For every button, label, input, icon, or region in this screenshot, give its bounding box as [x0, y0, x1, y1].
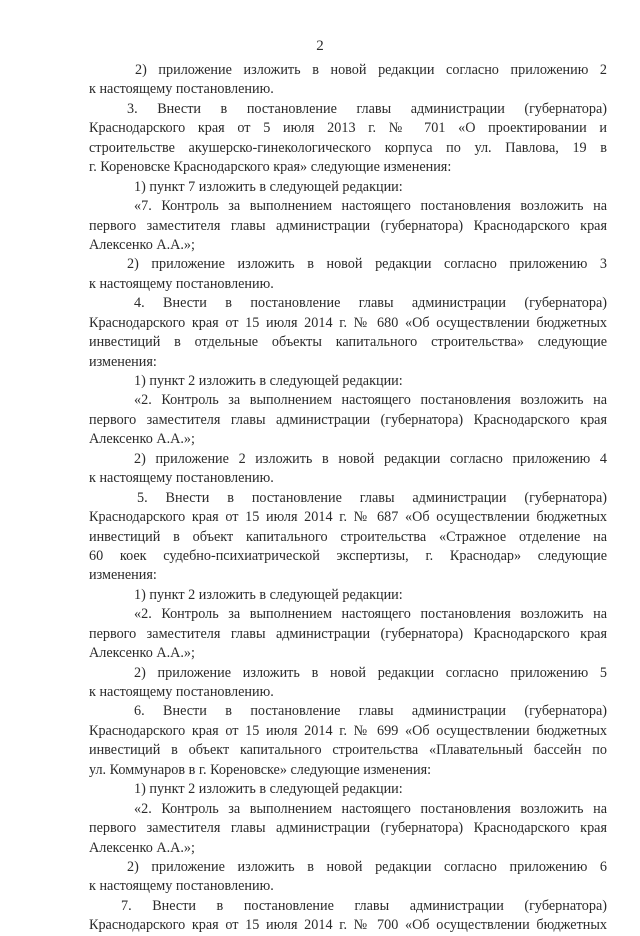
text-line: изменения:: [89, 567, 157, 584]
text-line: Краснодарского края от 15 июля 2014 г. № 680 «Об осуществлении бюджетных: [89, 314, 607, 331]
text-line: 6. Внести в постановление главы администрации (губернатора): [134, 703, 607, 720]
text-line: Краснодарского края от 15 июля 2014 г. № 699 «Об осуществлении бюджетных: [89, 722, 607, 739]
text-line: ул. Коммунаров в г. Кореновске» следующие изменения:: [89, 761, 432, 778]
text-line: первого заместителя главы администрации (губернатора) Краснодарского края: [89, 820, 607, 837]
text-line: инвестиций в отдельные объекты капитального строительства» следующие: [89, 334, 607, 351]
text-line: Алексенко А.А.»;: [89, 839, 195, 856]
text-line: г. Кореновске Краснодарского края» следующие изменения:: [89, 159, 452, 176]
text-line: 2) приложение изложить в новой редакции согласно приложению 3: [127, 256, 607, 273]
text-line: 60 коек судебно-психиатрической экспертизы, г. Краснодар» следующие: [89, 547, 607, 564]
text-line: первого заместителя главы администрации (губернатора) Краснодарского края: [89, 217, 607, 234]
text-line: 4. Внести в постановление главы администрации (губернатора): [134, 295, 607, 312]
text-line: 1) пункт 2 изложить в следующей редакции:: [134, 586, 403, 603]
text-line: первого заместителя главы администрации (губернатора) Краснодарского края: [89, 411, 607, 428]
page-number: 2: [316, 38, 324, 54]
text-line: «2. Контроль за выполнением настоящего постановления возложить на: [134, 800, 607, 817]
text-line: 1) пункт 2 изложить в следующей редакции:: [134, 781, 403, 798]
text-line: Алексенко А.А.»;: [89, 236, 195, 253]
text-line: Краснодарского края от 15 июля 2014 г. № 700 «Об осуществлении бюджетных: [89, 917, 607, 934]
text-line: «2. Контроль за выполнением настоящего постановления возложить на: [134, 392, 607, 409]
text-line: к настоящему постановлению.: [89, 684, 274, 700]
text-line: 1) пункт 7 изложить в следующей редакции:: [134, 178, 403, 195]
text-line: Алексенко А.А.»;: [89, 431, 195, 448]
text-line: «2. Контроль за выполнением настоящего постановления возложить на: [134, 606, 607, 623]
text-line: к настоящему постановлению.: [89, 878, 274, 895]
text-line: 3. Внести в постановление главы администрации (губернатора): [127, 100, 607, 117]
text-line: 5. Внести в постановление главы администрации (губернатора): [137, 489, 607, 506]
text-line: 2) приложение изложить в новой редакции согласно приложению 2: [135, 62, 607, 78]
text-line: Алексенко А.А.»;: [89, 645, 195, 662]
text-line: Краснодарского края от 5 июля 2013 г. № 701 «О проектировании и: [89, 120, 607, 137]
text-line: первого заместителя главы администрации (губернатора) Краснодарского края: [89, 625, 607, 642]
text-line: «7. Контроль за выполнением настоящего постановления возложить на: [134, 198, 607, 215]
text-line: строительстве акушерско-гинекологического корпуса по ул. Павлова, 19 в: [89, 139, 607, 156]
text-line: 1) пункт 2 изложить в следующей редакции:: [134, 373, 403, 389]
text-line: к настоящему постановлению.: [89, 275, 274, 292]
text-line: 7. Внести в постановление главы администрации (губернатора): [121, 897, 607, 914]
text-line: Краснодарского края от 15 июля 2014 г. № 687 «Об осуществлении бюджетных: [89, 509, 607, 526]
document-body: [89, 61, 607, 936]
text-line: изменения:: [89, 353, 157, 370]
text-line: 2) приложение изложить в новой редакции согласно приложению 6: [127, 858, 607, 875]
text-line: инвестиций в объект капитального строительства «Плавательный бассейн по: [89, 742, 607, 759]
text-line: 2) приложение 2 изложить в новой редакции согласно приложению 4: [134, 450, 607, 467]
text-line: к настоящему постановлению.: [89, 81, 274, 98]
text-line: инвестиций в объект капитального строительства «Стражное отделение на: [89, 528, 607, 545]
text-line: 2) приложение изложить в новой редакции согласно приложению 5: [134, 664, 607, 681]
text-line: к настоящему постановлению.: [89, 470, 274, 487]
